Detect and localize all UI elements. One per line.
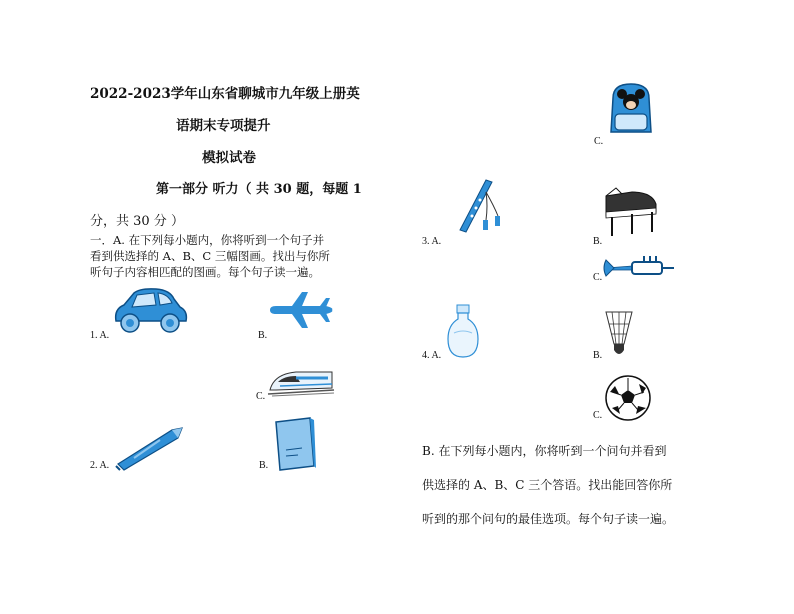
instruction-a-line2: 看到供选择的 A、B、C 三幅图画。找出与你所 xyxy=(90,249,330,263)
q4-option-b-label: B. xyxy=(593,350,603,361)
pen-icon xyxy=(112,422,188,472)
q3-option-c-label: C. xyxy=(593,272,603,283)
instruction-a-line1: 一．A. 在下列每小题内，你将听到一个句子并 xyxy=(90,233,325,247)
doc-title-line2: 语期末专项提升 xyxy=(176,118,271,134)
q1-option-b-label: B. xyxy=(258,330,268,341)
airplane-icon xyxy=(268,290,334,330)
bottle-icon xyxy=(446,303,480,359)
instruction-b-line2: 供选择的 A、B、C 三个答语。找出能回答你所 xyxy=(422,478,673,492)
piano-icon xyxy=(602,186,660,240)
part-heading-line2: 分，共 30 分 ） xyxy=(90,214,184,229)
football-icon xyxy=(604,374,652,422)
backpack-icon xyxy=(605,80,657,138)
part-heading-line1: 第一部分 听力（ 共 30 题，每题 1 xyxy=(156,182,362,197)
train-icon xyxy=(266,366,336,398)
q4-option-a-label: 4. A. xyxy=(422,350,442,361)
notebook-icon xyxy=(272,416,318,472)
q1-option-a-label: 1. A. xyxy=(90,330,110,341)
q4-option-c-label: C. xyxy=(593,410,603,421)
q1-option-c-label: C. xyxy=(256,391,266,402)
instruction-a-line3: 听句子内容相匹配的图画。每个句子读一遍。 xyxy=(90,265,320,279)
q2-option-a-label: 2. A. xyxy=(90,460,110,471)
flute-icon xyxy=(452,176,508,242)
trumpet-icon xyxy=(604,254,676,282)
q2-option-c-label: C. xyxy=(594,136,604,147)
car-icon xyxy=(110,285,190,335)
q2-option-b-label: B. xyxy=(259,460,269,471)
q3-option-a-label: 3. A. xyxy=(422,236,442,247)
instruction-b-line1: B. 在下列每小题内，你将听到一个问句并看到 xyxy=(422,444,667,458)
q3-option-b-label: B. xyxy=(593,236,603,247)
doc-title-line3: 模拟试卷 xyxy=(202,150,256,166)
instruction-b-line3: 听到的那个问句的最佳选项。每个句子读一遍。 xyxy=(422,512,675,526)
shuttlecock-icon xyxy=(604,310,634,358)
doc-title-line1: 2022-2023学年山东省聊城市九年级上册英 xyxy=(90,86,360,102)
